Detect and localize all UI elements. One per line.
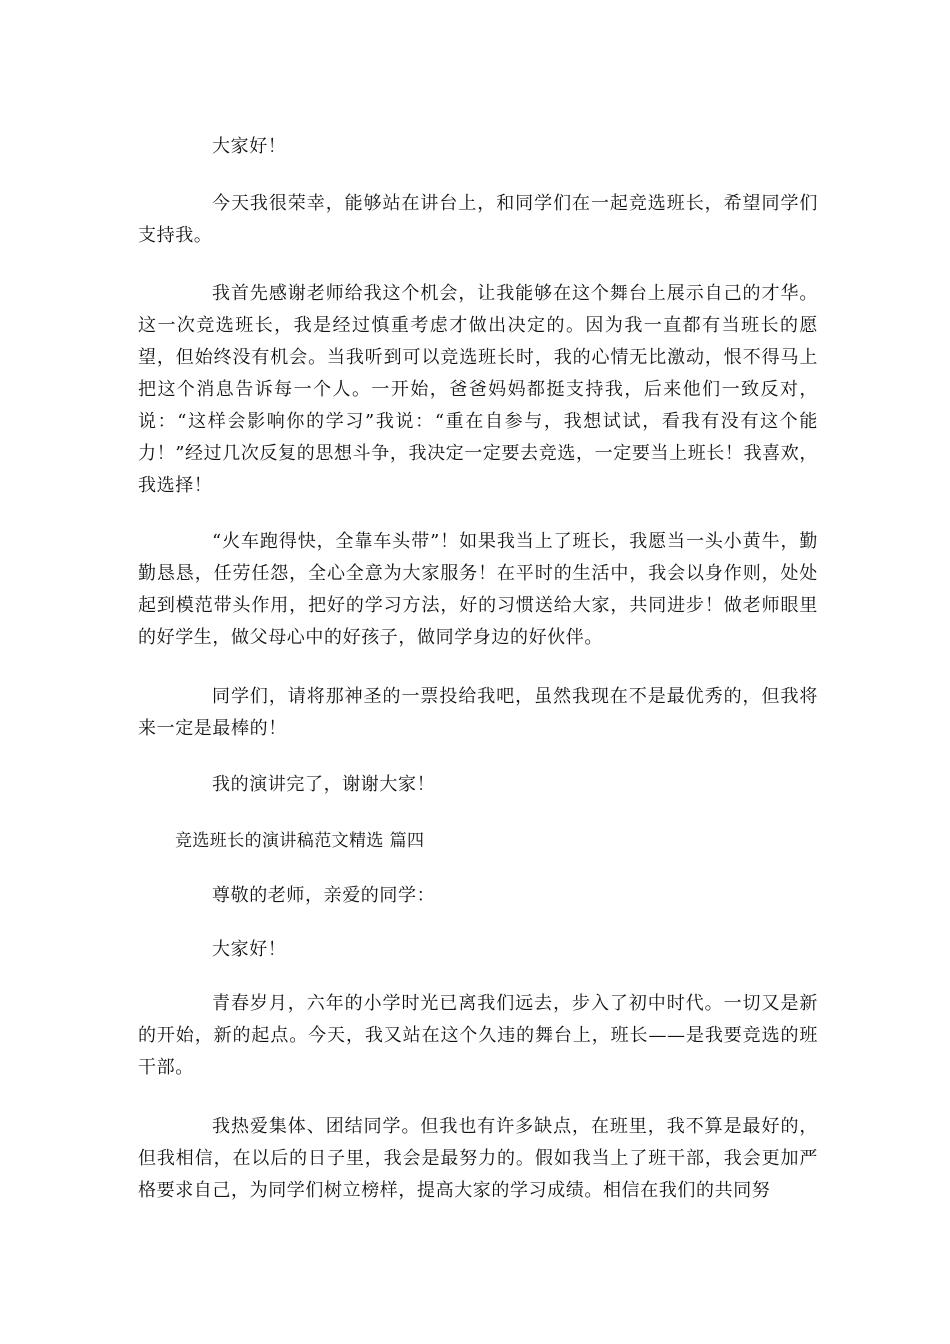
appeal-paragraph: 同学们，请将那神圣的一票投给我吧，虽然我现在不是最优秀的，但我将来一定是最棒的！ [138, 686, 818, 739]
salutation-paragraph: 尊敬的老师，亲爱的同学： [212, 885, 436, 906]
youth-paragraph: 青春岁月，六年的小学时光已离我们远去，步入了初中时代。一切又是新的开始，新的起点。今天，我又站在这个久违的舞台上，班长——是我要竞选的班干部。 [138, 993, 818, 1078]
greeting-paragraph-2: 大家好！ [212, 939, 287, 960]
thanks-paragraph: 我首先感谢老师给我这个机会，让我能够在这个舞台上展示自己的才华。这一次竞选班长，我是经过慎重考虑才做出决定的。因为我一直都有当班长的愿望，但始终没有机会。当我听到可以竞选班长时，我的心情无比激动，恨不得马上把这个消息告诉每一个人。一开始，爸爸妈妈都挺支持我，后来他们一致反对，说：“这样会影响你的学习”我说：“重在自参与，我想试试，看我有没有这个能力！”经过几次反复的思想斗争，我决定一定要去竞选，一定要当上班长！我喜欢，我选择！ [138, 283, 818, 496]
closing-paragraph: 我的演讲完了，谢谢大家！ [212, 774, 436, 795]
promise-paragraph: “火车跑得快，全靠车头带”！如果我当上了班长，我愿当一头小黄牛，勤勤恳恳，任劳任怨，全心全意为大家服务！在平时的生活中，我会以身作则，处处起到模范带头作用，把好的学习方法，好的习惯送给大家，共同进步！做老师眼里的好学生，做父母心中的好孩子，做同学身边的好伙伴。 [138, 531, 818, 648]
section-heading: 竞选班长的演讲稿范文精选 篇四 [175, 831, 425, 851]
greeting-paragraph: 大家好！ [212, 136, 287, 157]
opening-paragraph: 今天我很荣幸，能够站在讲台上，和同学们在一起竞选班长，希望同学们支持我。 [138, 193, 818, 246]
self-assessment-paragraph: 我热爱集体、团结同学。但我也有许多缺点，在班里，我不算是最好的，但我相信，在以后的日子里，我会是最努力的。假如我当上了班干部，我会更加严格要求自己，为同学们树立榜样，提高大家的学习成绩。相信在我们的共同努 [138, 1116, 818, 1201]
